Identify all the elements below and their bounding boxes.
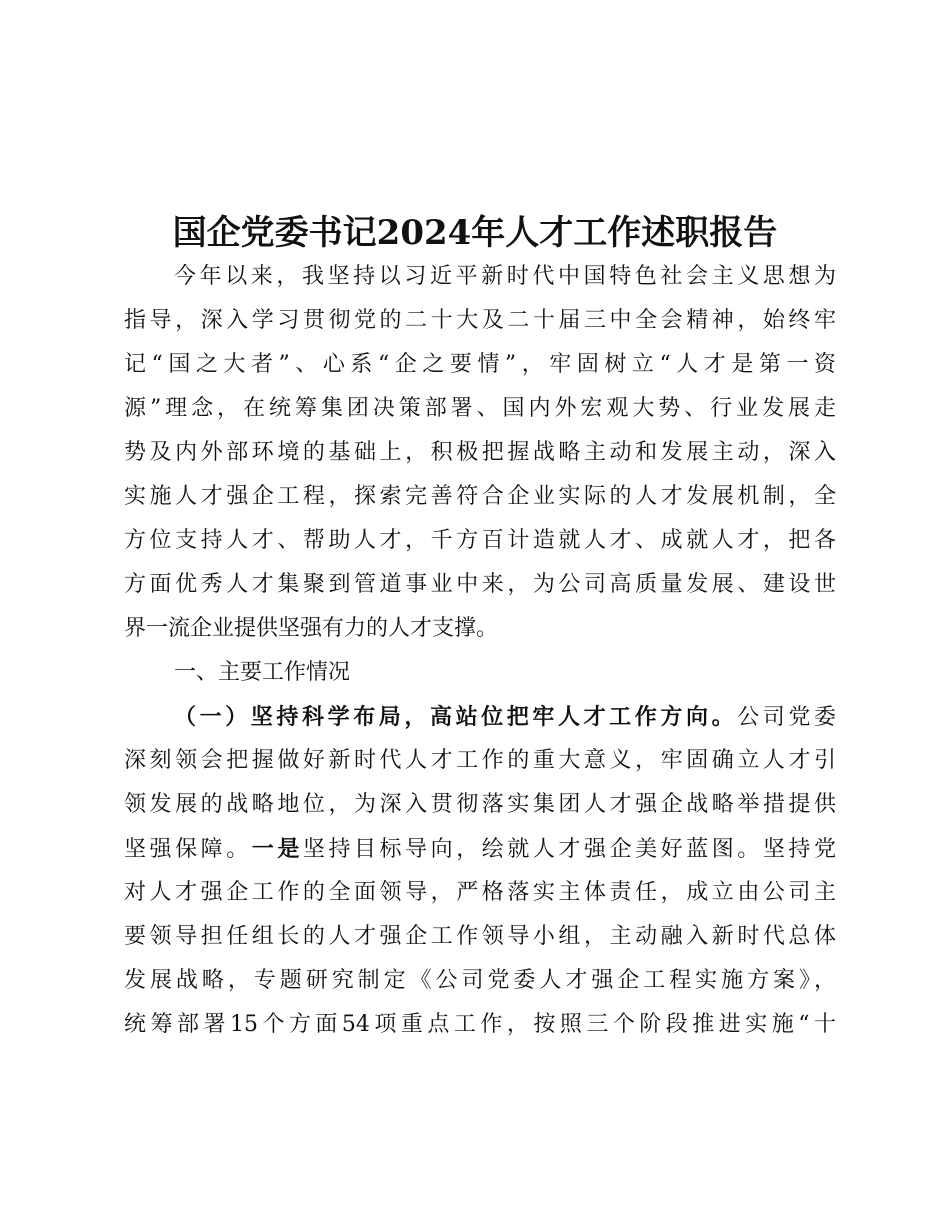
paragraph-line: 今年以来，我坚持以习近平新时代中国特色社会主义思想为 bbox=[174, 264, 836, 289]
paragraph-fragment: 坚强保障。 bbox=[124, 837, 252, 862]
paragraph-line: 势及内外部环境的基础上，积极把握战略主动和发展主动，深入 bbox=[124, 440, 836, 465]
document-title: 国企党委书记2024年人才工作述职报告 bbox=[172, 213, 778, 253]
paragraph-line: 要领导担任组长的人才强企工作领导小组，主动融入新时代总体 bbox=[124, 924, 836, 949]
section-heading: 一、主要工作情况 bbox=[174, 660, 351, 685]
paragraph-line: 方位支持人才、帮助人才，千方百计造就人才、成就人才，把各 bbox=[124, 528, 836, 553]
paragraph-line: 方面优秀人才集聚到管道事业中来，为公司高质量发展、建设世 bbox=[124, 572, 836, 597]
paragraph-line: 源”理念，在统筹集团决策部署、国内外宏观大势、行业发展走 bbox=[124, 396, 836, 421]
paragraph-line bbox=[124, 827, 836, 871]
paragraph-line: 记“国之大者”、心系“企之要情”，牢固树立“人才是第一资 bbox=[124, 352, 836, 377]
emphasis-term: 一是 bbox=[251, 836, 303, 862]
paragraph-line: 领发展的战略地位，为深入贯彻落实集团人才强企战略举措提供 bbox=[124, 792, 836, 817]
paragraph-line: 实施人才强企工程，探索完善符合企业实际的人才发展机制，全 bbox=[124, 484, 836, 509]
subsection-line bbox=[124, 695, 836, 739]
paragraph-line: 深刻领会把握做好新时代人才工作的重大意义，牢固确立人才引 bbox=[124, 748, 836, 773]
paragraph-line: 发展战略，专题研究制定《公司党委人才强企工程实施方案》， bbox=[124, 968, 836, 993]
document-body bbox=[124, 255, 836, 1047]
paragraph-line: 指导，深入学习贯彻党的二十大及二十届三中全会精神，始终牢 bbox=[124, 308, 836, 333]
paragraph-fragment: 坚持目标导向，绘就人才强企美好蓝图。坚持党 bbox=[302, 837, 836, 862]
subsection-text: 公司党委 bbox=[737, 705, 836, 730]
subsection-heading: （一）坚持科学布局，高站位把牢人才工作方向。 bbox=[174, 704, 738, 730]
paragraph-line: 统筹部署15个方面54项重点工作，按照三个阶段推进实施“十 bbox=[124, 1012, 836, 1037]
paragraph-line: 对人才强企工作的全面领导，严格落实主体责任，成立由公司主 bbox=[124, 880, 836, 905]
paragraph-line: 界一流企业提供坚强有力的人才支撑。 bbox=[124, 616, 499, 641]
